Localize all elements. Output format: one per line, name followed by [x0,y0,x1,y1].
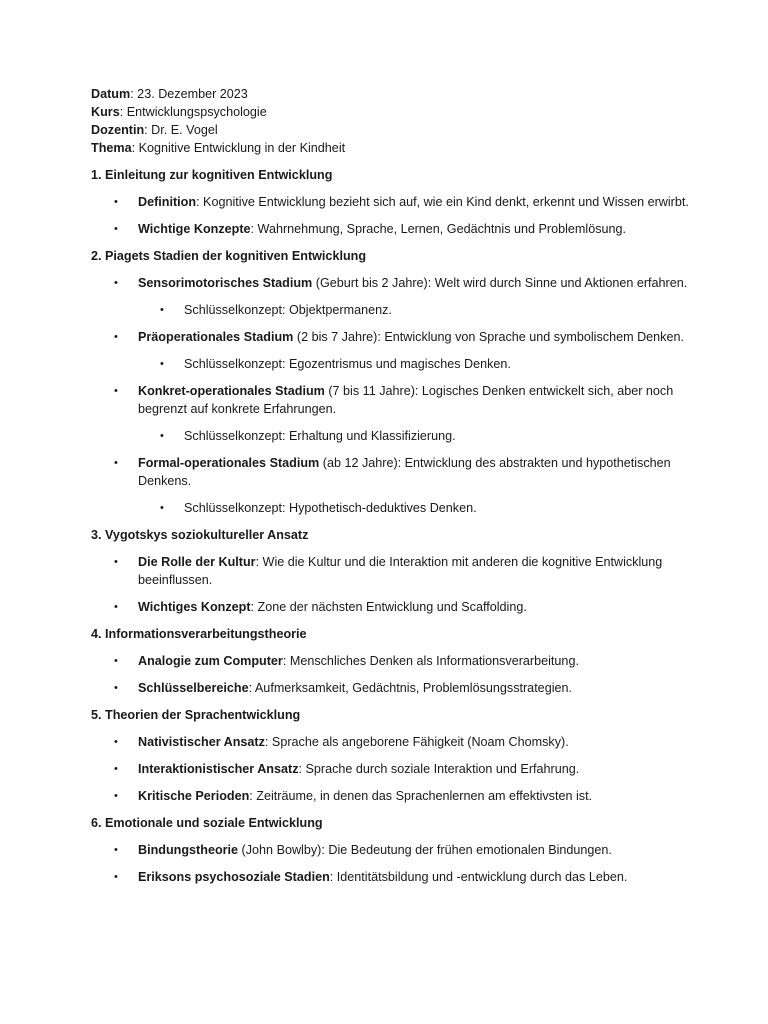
item-term: Wichtige Konzepte [138,222,251,236]
item-term: Analogie zum Computer [138,654,283,668]
list-item [91,553,691,589]
item-term: Schlüsselbereiche [138,681,249,695]
meta-course-label: Kurs [91,105,120,119]
item-text: : Wie die Kultur und die Interaktion mit anderen die kognitive Entwicklung beeinflussen. [138,555,663,587]
list-item [91,652,691,670]
item-text: (Geburt bis 2 Jahre): Welt wird durch Sinne und Aktionen erfahren. [312,276,688,290]
bullet-icon: • [114,655,118,667]
meta-topic-label: Thema [91,141,132,155]
meta-topic-value: : Kognitive Entwicklung in der Kindheit [131,141,346,155]
item-term: Nativistischer Ansatz [138,735,265,749]
item-text: : Sprache durch soziale Interaktion und Erfahrung. [298,762,580,776]
meta-date-value: : 23. Dezember 2023 [130,87,248,101]
item-text: : Zone der nächsten Entwicklung und Scaffolding. [250,600,527,614]
item-term: Präoperationales Stadium [138,330,294,344]
bullet-icon: • [114,385,118,397]
bullet-icon: • [160,358,164,370]
list-item [91,274,691,292]
bullet-list [91,553,691,616]
bullet-icon: • [114,736,118,748]
item-text: : Aufmerksamkeit, Gedächtnis, Problemlösungsstrategien. [248,681,573,695]
bullet-icon: • [160,304,164,316]
list-item [91,193,691,211]
section-heading: 6. Emotionale und soziale Entwicklung [91,816,323,830]
bullet-icon: • [114,601,118,613]
bullet-icon: • [160,502,164,514]
sub-list-item [91,355,691,373]
item-term: Konkret-operationales Stadium [138,384,325,398]
sub-list-item [91,427,691,445]
item-text: : Kognitive Entwicklung bezieht sich auf, wie ein Kind denkt, erkennt und Wissen erwirbt. [196,195,689,209]
item-term: Sensorimotorisches Stadium [138,276,313,290]
list-item [91,454,691,490]
item-term: Wichtiges Konzept [138,600,251,614]
meta-topic [91,139,691,157]
section-heading: 5. Theorien der Sprachentwicklung [91,708,301,722]
item-text: (7 bis 11 Jahre): Logisches Denken entwickelt sich, aber noch begrenzt auf konkrete Erfahrungen. [138,384,674,416]
bullet-icon: • [160,430,164,442]
bullet-list [91,274,691,517]
sub-item-text: Schlüsselkonzept: Erhaltung und Klassifizierung. [184,429,456,443]
bullet-icon: • [114,682,118,694]
bullet-icon: • [114,331,118,343]
meta-block [91,85,691,157]
section-heading: 1. Einleitung zur kognitiven Entwicklung [91,168,333,182]
section-3 [91,526,691,616]
bullet-icon: • [114,223,118,235]
meta-lecturer-value: : Dr. E. Vogel [144,123,218,137]
list-item [91,868,691,886]
sub-list-item [91,301,691,319]
item-text: (2 bis 7 Jahre): Entwicklung von Sprache und symbolischem Denken. [293,330,684,344]
sub-item-text: Schlüsselkonzept: Hypothetisch-deduktives Denken. [184,501,477,515]
list-item [91,733,691,751]
item-term: Kritische Perioden [138,789,250,803]
meta-lecturer-label: Dozentin [91,123,145,137]
bullet-icon: • [114,457,118,469]
sections [91,166,691,886]
list-item [91,841,691,859]
item-text: : Sprache als angeborene Fähigkeit (Noam Chomsky). [264,735,569,749]
item-text: (ab 12 Jahre): Entwicklung des abstrakten und hypothetischen Denkens. [138,456,671,488]
item-text: (John Bowlby): Die Bedeutung der frühen emotionalen Bindungen. [238,843,612,857]
meta-course [91,103,691,121]
section-heading: 2. Piagets Stadien der kognitiven Entwicklung [91,249,367,263]
list-item [91,679,691,697]
section-heading: 3. Vygotskys soziokultureller Ansatz [91,528,309,542]
list-item [91,760,691,778]
bullet-list [91,652,691,697]
item-term: Formal-operationales Stadium [138,456,320,470]
list-item [91,328,691,346]
list-item [91,787,691,805]
section-4 [91,625,691,697]
item-term: Definition [138,195,197,209]
bullet-icon: • [114,277,118,289]
section-heading: 4. Informationsverarbeitungstheorie [91,627,307,641]
item-term: Eriksons psychosoziale Stadien [138,870,330,884]
bullet-list [91,193,691,238]
item-text: : Zeiträume, in denen das Sprachenlernen am effektivsten ist. [249,789,593,803]
bullet-icon: • [114,844,118,856]
bullet-icon: • [114,871,118,883]
item-term: Die Rolle der Kultur [138,555,256,569]
item-term: Interaktionistischer Ansatz [138,762,299,776]
bullet-icon: • [114,790,118,802]
bullet-icon: • [114,556,118,568]
item-text: : Menschliches Denken als Informationsverarbeitung. [282,654,579,668]
bullet-list [91,841,691,886]
meta-course-value: : Entwicklungspsychologie [119,105,267,119]
section-2 [91,247,691,517]
section-6 [91,814,691,886]
item-text: : Wahrnehmung, Sprache, Lernen, Gedächtnis und Problemlösung. [250,222,627,236]
list-item [91,382,691,418]
section-5 [91,706,691,805]
document-content [91,85,691,886]
list-item [91,598,691,616]
sub-item-text: Schlüsselkonzept: Egozentrismus und magisches Denken. [184,357,511,371]
meta-date [91,85,691,103]
meta-lecturer [91,121,691,139]
item-text: : Identitätsbildung und -entwicklung durch das Leben. [329,870,628,884]
bullet-icon: • [114,196,118,208]
item-term: Bindungstheorie [138,843,239,857]
bullet-icon: • [114,763,118,775]
section-1 [91,166,691,238]
bullet-list [91,733,691,805]
meta-date-label: Datum [91,87,131,101]
sub-item-text: Schlüsselkonzept: Objektpermanenz. [184,303,392,317]
sub-list-item [91,499,691,517]
list-item [91,220,691,238]
